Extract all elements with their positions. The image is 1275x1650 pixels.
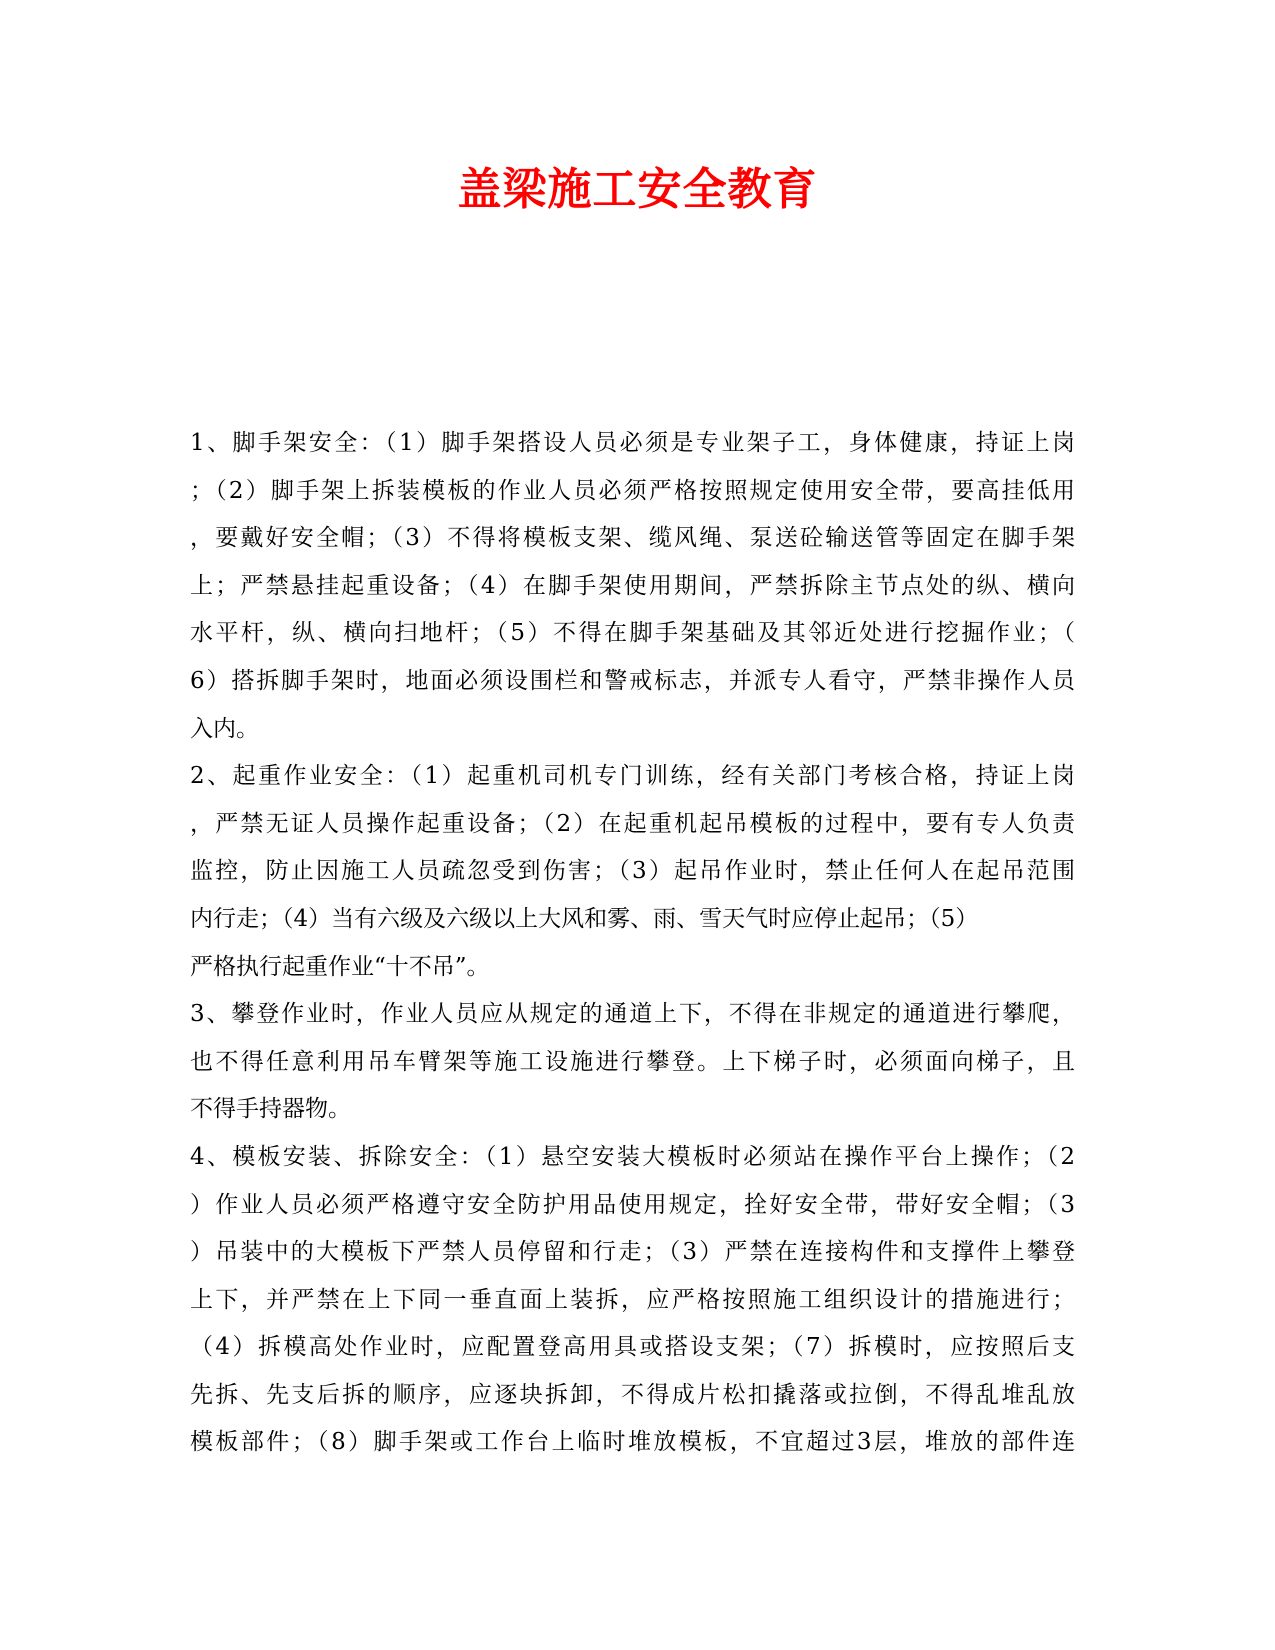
- body-line: 模板部件；（8）脚手架或工作台上临时堆放模板，不宜超过3层，堆放的部件连: [190, 1429, 1075, 1456]
- body-line: 不得手持器物。: [190, 1096, 351, 1123]
- body-line: 入内。: [190, 715, 259, 742]
- body-line: ，严禁无证人员操作起重设备；（2）在起重机起吊模板的过程中，要有专人负责: [190, 810, 1075, 837]
- body-line: 3、攀登作业时，作业人员应从规定的通道上下，不得在非规定的通道进行攀爬，: [190, 1001, 1075, 1028]
- body-line: ）作业人员必须严格遵守安全防护用品使用规定，拴好安全带，带好安全帽；（3: [190, 1191, 1075, 1218]
- body-line: 6）搭拆脚手架时，地面必须设围栏和警戒标志，并派专人看守，严禁非操作人员: [190, 667, 1075, 694]
- body-line: 严格执行起重作业“十不吊”。: [190, 953, 490, 980]
- body-line: ）吊装中的大模板下严禁人员停留和行走；（3）严禁在连接构件和支撑件上攀登: [190, 1239, 1075, 1266]
- body-line: 上下，并严禁在上下同一垂直面上装拆，应严格按照施工组织设计的措施进行；: [190, 1286, 1075, 1313]
- document-title: 盖梁施工安全教育: [457, 164, 818, 215]
- body-line: （4）拆模高处作业时，应配置登高用具或搭设支架；（7）拆模时，应按照后支: [190, 1334, 1075, 1361]
- body-line: 内行走；（4）当有六级及六级以上大风和雾、雨、雪天气时应停止起吊；（5）: [190, 905, 979, 932]
- document-body: [190, 420, 1075, 1467]
- body-line: 水平杆，纵、横向扫地杆；（5）不得在脚手架基础及其邻近处进行挖掘作业；（: [190, 620, 1075, 647]
- body-line: 上；严禁悬挂起重设备；（4）在脚手架使用期间，严禁拆除主节点处的纵、横向: [190, 572, 1075, 599]
- body-line: 4、模板安装、拆除安全：（1）悬空安装大模板时必须站在操作平台上操作；（2: [190, 1143, 1075, 1170]
- body-line: 1、脚手架安全：（1）脚手架搭设人员必须是专业架子工，身体健康，持证上岗: [190, 430, 1075, 456]
- body-line: ；（2）脚手架上拆装模板的作业人员必须严格按照规定使用安全带，要高挂低用: [190, 477, 1075, 504]
- body-line: 先拆、先支后拆的顺序，应逐块拆卸，不得成片松扣撬落或拉倒，不得乱堆乱放: [190, 1381, 1075, 1408]
- body-line: 监控，防止因施工人员疏忽受到伤害；（3）起吊作业时，禁止任何人在起吊范围: [190, 858, 1075, 885]
- body-line: 也不得任意利用吊车臂架等施工设施进行攀登。上下梯子时，必须面向梯子，且: [190, 1048, 1075, 1075]
- body-line: 2、起重作业安全：（1）起重机司机专门训练，经有关部门考核合格，持证上岗: [190, 763, 1075, 790]
- body-line: ，要戴好安全帽；（3）不得将模板支架、缆风绳、泵送砼输送管等固定在脚手架: [190, 525, 1075, 552]
